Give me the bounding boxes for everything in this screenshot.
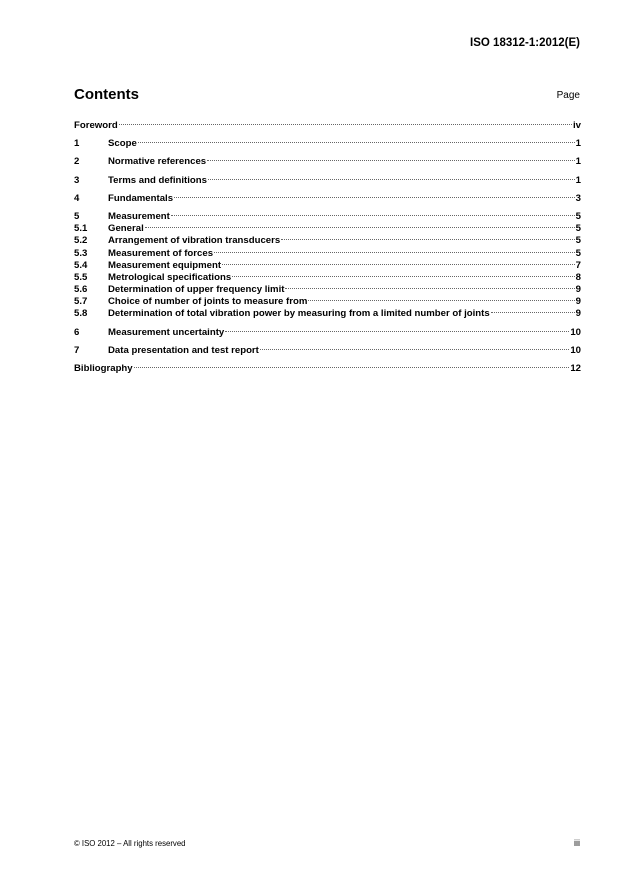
toc-entry-number: 5.2 [74, 235, 88, 247]
toc-entry-title: Terms and definitions [108, 174, 207, 186]
toc-entry-number: 5.3 [74, 247, 88, 259]
toc-entry-number: 5.6 [74, 284, 88, 296]
toc-entry[interactable] [74, 175, 581, 187]
toc-entry-title: Bibliography [74, 363, 133, 374]
toc-entry-title: Data presentation and test report [108, 344, 259, 356]
dot-leader [171, 215, 575, 216]
page-number: iii [574, 838, 580, 848]
toc-entry-title: Measurement equipment [108, 259, 222, 271]
toc-entry-page: 8 [575, 271, 581, 283]
toc-entry[interactable] [74, 363, 581, 375]
toc-entry[interactable] [74, 284, 581, 296]
toc-entry-page: 10 [570, 326, 581, 338]
copyright-notice: © ISO 2012 – All rights reserved [74, 839, 186, 848]
toc-entry-title: Choice of number of joints to measure from [108, 296, 308, 308]
toc-entry-page: 3 [575, 192, 581, 204]
toc-entry[interactable] [74, 235, 581, 247]
dot-leader [308, 300, 574, 301]
contents-heading: Contents [74, 86, 139, 103]
toc-entry[interactable] [74, 193, 581, 205]
toc-entry-page: 1 [575, 138, 581, 150]
toc-entry-page: 10 [570, 344, 581, 356]
toc-entry-page: 1 [575, 174, 581, 186]
toc-entry-number: 5.8 [74, 308, 88, 320]
toc-entry-title: Fundamentals [108, 192, 174, 204]
toc-entry[interactable] [74, 272, 581, 284]
dot-leader [232, 276, 575, 277]
dot-leader [222, 264, 575, 265]
toc-entry-title: Arrangement of vibration transducers [108, 235, 281, 247]
toc-entry-page: 5 [575, 235, 581, 247]
toc-entry-title: Determination of total vibration power by measuring from a limited number of joints [108, 308, 490, 320]
toc-entry[interactable] [74, 156, 581, 168]
toc-entry[interactable] [74, 345, 581, 357]
toc-entry-page: 5 [575, 210, 581, 222]
dot-leader [207, 160, 575, 161]
toc-entry-title: Normative references [108, 156, 207, 168]
toc-entry-title: Determination of upper frequency limit [108, 284, 285, 296]
toc-entry-number: 5 [74, 210, 80, 222]
toc-entry-page: iv [572, 120, 581, 131]
toc-entry-title: Measurement [108, 210, 170, 222]
toc-entry-number: 5.1 [74, 223, 88, 235]
toc-entry-page: 7 [575, 259, 581, 271]
toc-entry-page: 9 [575, 296, 581, 308]
dot-leader [119, 124, 572, 125]
dot-leader [145, 227, 575, 228]
toc-entry-page: 12 [570, 363, 581, 374]
dot-leader [491, 312, 575, 313]
toc-entry-number: 4 [74, 192, 80, 204]
dot-leader [260, 349, 569, 350]
toc-entry[interactable] [74, 260, 581, 272]
toc-entry[interactable] [74, 138, 581, 150]
dot-leader [208, 179, 575, 180]
toc-entry-page: 5 [575, 247, 581, 259]
toc-entry[interactable] [74, 296, 581, 308]
page-column-label: Page [556, 90, 580, 101]
toc-entry[interactable] [74, 327, 581, 339]
dot-leader [281, 239, 574, 240]
toc-entry-page: 9 [575, 308, 581, 320]
toc-entry[interactable] [74, 308, 581, 320]
toc-entry-number: 3 [74, 174, 80, 186]
toc-entry-number: 1 [74, 138, 80, 150]
toc-entry[interactable] [74, 120, 581, 132]
toc-entry-number: 7 [74, 344, 80, 356]
toc-entry-title: Foreword [74, 120, 118, 131]
toc-entry-title: General [108, 223, 144, 235]
toc-entry-number: 2 [74, 156, 80, 168]
dot-leader [174, 197, 575, 198]
toc-entry[interactable] [74, 248, 581, 260]
toc-entry-page: 5 [575, 223, 581, 235]
toc-entry-page: 1 [575, 156, 581, 168]
toc-entry-number: 5.4 [74, 259, 88, 271]
toc-entry-number: 6 [74, 326, 80, 338]
dot-leader [134, 367, 570, 368]
toc-entry[interactable] [74, 223, 581, 235]
toc-entry-title: Metrological specifications [108, 271, 232, 283]
table-of-contents [74, 120, 581, 375]
toc-entry-title: Scope [108, 138, 137, 150]
dot-leader [138, 142, 575, 143]
dot-leader [214, 252, 575, 253]
document-reference: ISO 18312-1:2012(E) [470, 37, 580, 49]
toc-entry-title: Measurement uncertainty [108, 326, 225, 338]
toc-entry[interactable] [74, 211, 581, 223]
toc-entry-page: 9 [575, 284, 581, 296]
toc-entry-title: Measurement of forces [108, 247, 214, 259]
toc-entry-number: 5.7 [74, 296, 88, 308]
dot-leader [225, 331, 569, 332]
dot-leader [285, 288, 574, 289]
toc-entry-number: 5.5 [74, 271, 88, 283]
